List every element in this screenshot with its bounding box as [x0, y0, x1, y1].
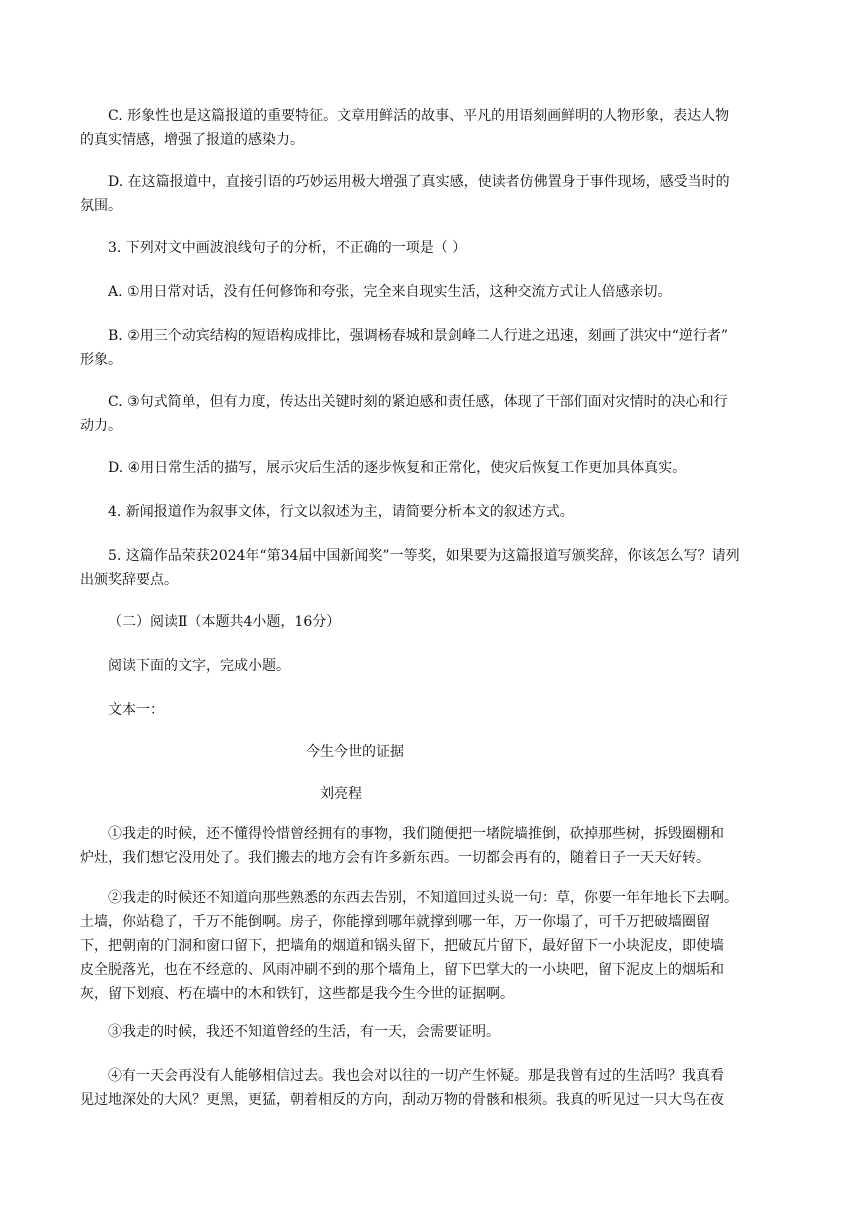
essay-paragraph-2	[80, 886, 784, 1006]
text-line: 阅读下面的文字，完成小题。	[108, 658, 290, 674]
text-line: 土墙，你站稳了，千万不能倒啊。房子，你能撑到哪年就撑到哪一年，万一你塌了，可千万把破墙圈留	[80, 914, 710, 930]
essay-paragraph-3	[108, 1020, 784, 1044]
text-line: 形象。	[80, 352, 122, 368]
text-line: 出颁奖辞要点。	[80, 572, 178, 588]
text-line: ④有一天会再没有人能够相信过去。我也会对以往的一切产生怀疑。那是我曾有过的生活吗？我真看	[108, 1068, 724, 1084]
text-line: 3. 下列对文中画波浪线句子的分析，不正确的一项是（ ）	[108, 240, 467, 256]
essay-author: 刘亮程	[320, 786, 362, 802]
text-line: ①我走的时候，还不懂得怜惜曾经拥有的事物，我们随便把一堵院墙推倒，砍掉那些树，拆毁圈棚和	[108, 826, 724, 842]
text-line: D. 在这篇报道中，直接引语的巧妙运用极大增强了真实感，使读者仿佛置身于事件现场，感受当时的	[108, 174, 730, 190]
text-one-label	[108, 698, 784, 722]
text-line: 的真实情感，增强了报道的感染力。	[80, 132, 304, 148]
section-heading	[108, 610, 784, 634]
text-line: A. ①用日常对话，没有任何修饰和夸张，完全来自现实生活，这种交流方式让人倍感亲切。	[108, 284, 672, 300]
text-line: 动力。	[80, 418, 122, 434]
essay-paragraph-1	[80, 822, 784, 870]
essay-title: 今生今世的证据	[306, 744, 404, 760]
question-5	[80, 544, 784, 592]
text-line: 灰，留下划痕、朽在墙中的木和铁钉，这些都是我今生今世的证据啊。	[80, 986, 514, 1002]
question-3-option-d	[108, 456, 784, 480]
question-4	[108, 500, 784, 524]
text-line: D. ④用日常生活的描写，展示灾后生活的逐步恢复和正常化，使灾后恢复工作更加具体真实。	[108, 460, 687, 476]
text-line: 5. 这篇作品荣获2024年“第34届中国新闻奖”一等奖，如果要为这篇报道写颁奖辞，你该怎么写？请列	[108, 548, 740, 564]
instructions	[108, 654, 784, 678]
text-line: ②我走的时候还不知道向那些熟悉的东西去告别，不知道回过头说一句：草，你要一年年地长下去啊。	[108, 890, 738, 906]
question-3-option-c	[80, 390, 784, 438]
text-line: C. ③句式简单，但有力度，传达出关键时刻的紧迫感和责任感，体现了干部们面对灾情时的决心和行	[108, 394, 728, 410]
text-line: 氛围。	[80, 198, 122, 214]
text-line: B. ②用三个动宾结构的短语构成排比，强调杨春城和景剑峰二人行进之迅速，刻画了洪灾中“逆行者”	[108, 328, 729, 344]
text-line: 见过地深处的大风？更黑，更猛，朝着相反的方向，刮动万物的骨骸和根须。我真的听见过一只大鸟在夜	[80, 1092, 724, 1108]
text-line: 4. 新闻报道作为叙事文体，行文以叙述为主，请简要分析本文的叙述方式。	[108, 504, 574, 520]
question-3-option-b	[80, 324, 784, 372]
question-3	[108, 236, 784, 260]
option-c-paragraph	[80, 104, 784, 152]
text-line: 文本一：	[108, 702, 164, 718]
text-line: ③我走的时候，我还不知道曾经的生活，有一天，会需要证明。	[108, 1024, 500, 1040]
text-line: 炉灶，我们想它没用处了。我们搬去的地方会有许多新东西。一切都会再有的，随着日子一天天好转。	[80, 850, 710, 866]
option-d-paragraph	[80, 170, 784, 218]
text-line: 皮全脱落光，也在不经意的、风雨冲刷不到的那个墙角上，留下巴掌大的一小块吧，留下泥皮上的烟垢和	[80, 962, 724, 978]
text-line: （二）阅读Ⅱ（本题共4小题，16分）	[108, 614, 341, 630]
question-3-option-a	[108, 280, 784, 304]
text-line: C. 形象性也是这篇报道的重要特征。文章用鲜活的故事、平凡的用语刻画鲜明的人物形象，表达人物	[108, 108, 730, 124]
text-line: 下，把朝南的门洞和窗口留下，把墙角的烟道和锅头留下，把破瓦片留下，最好留下一小块泥皮，即使墙	[80, 938, 724, 954]
essay-paragraph-4	[80, 1064, 784, 1112]
